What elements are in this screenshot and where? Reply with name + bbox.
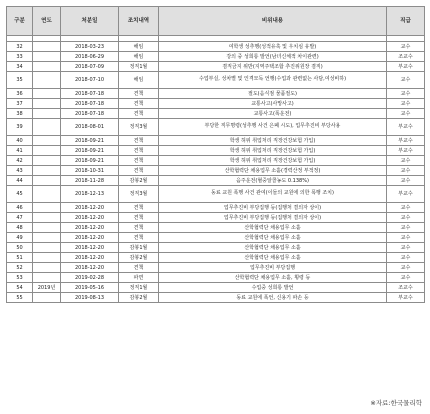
cell-rank: 교수 xyxy=(387,233,425,243)
cell-number: 42 xyxy=(7,156,33,166)
cell-reason: 음주운전(혈중알콜농도 0.138%) xyxy=(159,176,387,186)
table-row xyxy=(7,146,425,156)
header-action: 조치내역 xyxy=(119,7,159,36)
table-row xyxy=(7,136,425,146)
cell-action: 해임 xyxy=(119,72,159,89)
cell-number: 38 xyxy=(7,109,33,119)
source-caption: ※자료:한국물리학 xyxy=(370,399,422,407)
cell-year xyxy=(33,186,61,203)
cell-date: 2018-07-18 xyxy=(61,89,119,99)
cell-reason: 업무추진비 부당집행 등(집행처 결의자 상이) xyxy=(159,213,387,223)
cell-rank: 교수 xyxy=(387,109,425,119)
header-rank: 직급 xyxy=(387,7,425,36)
cell-date: 2018-07-10 xyxy=(61,72,119,89)
cell-date: 2018-07-18 xyxy=(61,109,119,119)
cell-year: 2019년 xyxy=(33,283,61,293)
cell-year xyxy=(33,203,61,213)
cell-rank: 조교수 xyxy=(387,52,425,62)
cell-reason: 여학생 성추행(성적유혹 및 우치심 유발) xyxy=(159,42,387,52)
cell-action: 감봉1월 xyxy=(119,243,159,253)
table-row xyxy=(7,176,425,186)
cell-rank: 교수 xyxy=(387,273,425,283)
cell-action: 견책 xyxy=(119,146,159,156)
cell-year xyxy=(33,166,61,176)
cell-action: 해임 xyxy=(119,42,159,52)
cell-action: 견책 xyxy=(119,99,159,109)
cell-number: 39 xyxy=(7,119,33,136)
header-reason: 비위내용 xyxy=(159,7,387,36)
cell-date: 2019-08-13 xyxy=(61,293,119,303)
cell-reason: 겸직금지 위반(지역주택조합 추진위원장 겸직) xyxy=(159,62,387,72)
cell-date: 2018-07-18 xyxy=(61,99,119,109)
cell-date: 2018-12-20 xyxy=(61,263,119,273)
cell-action: 견책 xyxy=(119,136,159,146)
cell-action: 견책 xyxy=(119,213,159,223)
cell-year xyxy=(33,273,61,283)
cell-year xyxy=(33,136,61,146)
cell-number: 50 xyxy=(7,243,33,253)
cell-date: 2018-12-20 xyxy=(61,243,119,253)
cell-reason: 산학협력단 채용업무 소홀, 횡령 등 xyxy=(159,273,387,283)
cell-reason: 수업중 성희롱 발언 xyxy=(159,283,387,293)
table-row xyxy=(7,263,425,273)
cell-rank: 부교수 xyxy=(387,293,425,303)
cell-year xyxy=(33,72,61,89)
cell-number: 44 xyxy=(7,176,33,186)
cell-reason: 강의 중 성희롱 발언(남녀신체적 차이관련) xyxy=(159,52,387,62)
cell-date: 2018-03-23 xyxy=(61,42,119,52)
cell-action: 견책 xyxy=(119,203,159,213)
cell-action: 감봉2월 xyxy=(119,253,159,263)
cell-year xyxy=(33,119,61,136)
cell-rank: 교수 xyxy=(387,243,425,253)
cell-number: 41 xyxy=(7,146,33,156)
table-row xyxy=(7,166,425,176)
cell-number: 48 xyxy=(7,223,33,233)
cell-number: 40 xyxy=(7,136,33,146)
cell-number: 35 xyxy=(7,72,33,89)
table-row xyxy=(7,203,425,213)
cell-year xyxy=(33,109,61,119)
cell-reason: 학생 허위 취업처리 직장건강보험 가입) xyxy=(159,146,387,156)
cell-rank: 교수 xyxy=(387,203,425,213)
cell-number: 36 xyxy=(7,89,33,99)
cell-reason: 업무추진비 부당집행 등(집행처 결의자 상이) xyxy=(159,203,387,213)
table-row xyxy=(7,52,425,62)
table-row xyxy=(7,223,425,233)
table-row xyxy=(7,109,425,119)
cell-reason: 업무추진비 부당집행 xyxy=(159,263,387,273)
cell-number: 37 xyxy=(7,99,33,109)
cell-rank: 교수 xyxy=(387,72,425,89)
table-header-row xyxy=(7,7,425,36)
cell-date: 2018-08-01 xyxy=(61,119,119,136)
table-row xyxy=(7,62,425,72)
cell-number: 54 xyxy=(7,283,33,293)
cell-date: 2018-07-09 xyxy=(61,62,119,72)
cell-year xyxy=(33,253,61,263)
table-row xyxy=(7,99,425,109)
cell-number: 51 xyxy=(7,253,33,263)
cell-reason: 교통사고(사망사고) xyxy=(159,99,387,109)
cell-year xyxy=(33,213,61,223)
cell-rank: 부교수 xyxy=(387,62,425,72)
cell-year xyxy=(33,42,61,52)
cell-reason: 교통사고(폭운전) xyxy=(159,109,387,119)
cell-action: 견책 xyxy=(119,223,159,233)
cell-reason: 산학협력단 채용업무 소홀 xyxy=(159,223,387,233)
cell-number: 46 xyxy=(7,203,33,213)
table-row xyxy=(7,243,425,253)
cell-action: 정직3월 xyxy=(119,186,159,203)
cell-rank: 조교수 xyxy=(387,283,425,293)
table-row xyxy=(7,186,425,203)
cell-rank: 교수 xyxy=(387,213,425,223)
table-row xyxy=(7,213,425,223)
cell-reason: 학생 허위 취업처리 직장건강보험 가입) xyxy=(159,136,387,146)
cell-rank: 부교수 xyxy=(387,136,425,146)
cell-date: 2019-02-28 xyxy=(61,273,119,283)
cell-year xyxy=(33,293,61,303)
table-row xyxy=(7,253,425,263)
cell-rank: 교수 xyxy=(387,42,425,52)
cell-reason: 수업부실, 성차별 및 인격모독 언행(수업과 관련없는 사담,여성비하) xyxy=(159,72,387,89)
cell-reason: 절도(음식점 물품절도) xyxy=(159,89,387,99)
table-row xyxy=(7,89,425,99)
cell-date: 2018-12-20 xyxy=(61,223,119,233)
table-row xyxy=(7,156,425,166)
table-body xyxy=(7,36,425,303)
cell-number: 43 xyxy=(7,166,33,176)
cell-action: 정직1월 xyxy=(119,283,159,293)
cell-date: 2018-12-20 xyxy=(61,233,119,243)
cell-rank: 교수 xyxy=(387,156,425,166)
cell-rank: 교수 xyxy=(387,263,425,273)
cell-action: 해임 xyxy=(119,52,159,62)
cell-action: 견책 xyxy=(119,166,159,176)
cell-action: 감봉2월 xyxy=(119,176,159,186)
cell-reason: 학생 허위 취업처리 직장건강보험 가입) xyxy=(159,156,387,166)
cell-reason: 동료 교원 폭행 사건 관여(이들의 교원에 의한 폭행 조치) xyxy=(159,186,387,203)
cell-date: 2018-12-20 xyxy=(61,203,119,213)
table-row xyxy=(7,283,425,293)
cell-number: 32 xyxy=(7,42,33,52)
cell-action: 정직3월 xyxy=(119,119,159,136)
cell-date: 2018-10-31 xyxy=(61,166,119,176)
cell-year xyxy=(33,176,61,186)
cell-reason: 산학협력단 채용업무 소홀 xyxy=(159,253,387,263)
cell-number: 47 xyxy=(7,213,33,223)
cell-reason: 동료 교원에 폭언, 신용기 파손 등 xyxy=(159,293,387,303)
cell-number: 55 xyxy=(7,293,33,303)
cell-rank: 교수 xyxy=(387,176,425,186)
cell-rank: 교수 xyxy=(387,166,425,176)
discipline-table xyxy=(6,6,425,303)
cell-date: 2018-09-21 xyxy=(61,146,119,156)
table-row xyxy=(7,233,425,243)
cell-reason: 산학협력단 채용업무 소홀(경력산정 부적정) xyxy=(159,166,387,176)
cell-date: 2018-11-28 xyxy=(61,176,119,186)
table-row xyxy=(7,42,425,52)
header-year: 연도 xyxy=(33,7,61,36)
cell-year xyxy=(33,99,61,109)
cell-action: 견책 xyxy=(119,109,159,119)
table-row xyxy=(7,293,425,303)
cell-action: 정직1월 xyxy=(119,62,159,72)
cell-number: 52 xyxy=(7,263,33,273)
cell-year xyxy=(33,62,61,72)
cell-action: 파면 xyxy=(119,273,159,283)
cell-year xyxy=(33,52,61,62)
cell-date: 2019-05-16 xyxy=(61,283,119,293)
cell-rank: 교수 xyxy=(387,99,425,109)
cell-action: 견책 xyxy=(119,156,159,166)
cell-date: 2018-12-13 xyxy=(61,186,119,203)
cell-reason: 산학협력단 채용업무 소홀 xyxy=(159,233,387,243)
cell-year xyxy=(33,223,61,233)
table-row xyxy=(7,273,425,283)
cell-year xyxy=(33,146,61,156)
cell-rank: 교수 xyxy=(387,253,425,263)
cell-date: 2018-12-20 xyxy=(61,253,119,263)
cell-rank: 교수 xyxy=(387,223,425,233)
cell-action: 견책 xyxy=(119,233,159,243)
cell-action: 감봉2월 xyxy=(119,293,159,303)
cell-reason: 부당한 직무명령(성추행 사건 은폐 시도), 업무추진비 부당사용 xyxy=(159,119,387,136)
header-date: 처분일 xyxy=(61,7,119,36)
cell-number: 49 xyxy=(7,233,33,243)
cell-date: 2018-09-21 xyxy=(61,156,119,166)
cell-year xyxy=(33,263,61,273)
cell-rank: 부교수 xyxy=(387,119,425,136)
cell-year xyxy=(33,89,61,99)
discipline-table-sheet xyxy=(6,6,424,303)
table-row xyxy=(7,119,425,136)
cell-rank: 교수 xyxy=(387,89,425,99)
cell-date: 2018-12-20 xyxy=(61,213,119,223)
cell-rank: 부교수 xyxy=(387,186,425,203)
header-category: 구분 xyxy=(7,7,33,36)
cell-date: 2018-06-29 xyxy=(61,52,119,62)
cell-date: 2018-09-21 xyxy=(61,136,119,146)
cell-number: 45 xyxy=(7,186,33,203)
cell-number: 53 xyxy=(7,273,33,283)
cell-year xyxy=(33,243,61,253)
table-row xyxy=(7,72,425,89)
cell-action: 견책 xyxy=(119,263,159,273)
cell-number: 34 xyxy=(7,62,33,72)
cell-year xyxy=(33,233,61,243)
cell-rank: 부교수 xyxy=(387,146,425,156)
cell-number: 33 xyxy=(7,52,33,62)
cell-year xyxy=(33,156,61,166)
cell-reason: 산학협력단 채용업무 소홀 xyxy=(159,243,387,253)
cell-action: 견책 xyxy=(119,89,159,99)
